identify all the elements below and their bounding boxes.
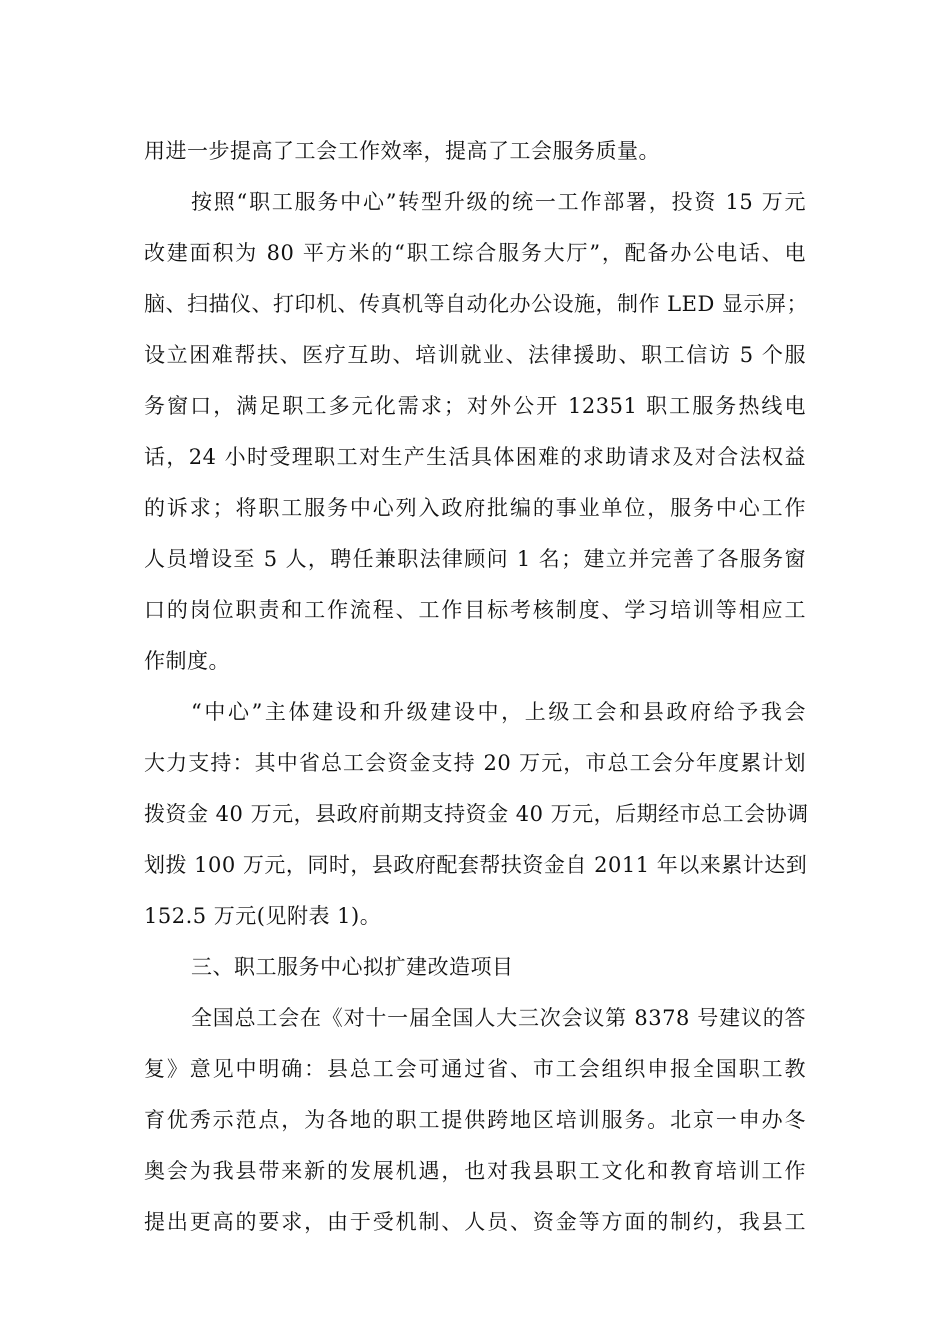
- body-text-line: “中心”主体建设和升级建设中，上级工会和县政府给予我会: [191, 700, 806, 724]
- section-heading: 三、职工服务中心拟扩建改造项目: [191, 955, 514, 979]
- body-text-line: 拨资金 40 万元，县政府前期支持资金 40 万元，后期经市总工会协调: [144, 802, 809, 826]
- body-text-line: 人员增设至 5 人，聘任兼职法律顾问 1 名；建立并完善了各服务窗: [144, 547, 806, 571]
- body-text-line: 提出更高的要求，由于受机制、人员、资金等方面的制约，我县工: [144, 1210, 806, 1234]
- body-text-line: 大力支持：其中省总工会资金支持 20 万元，市总工会分年度累计划: [144, 751, 806, 775]
- body-text-line: 口的岗位职责和工作流程、工作目标考核制度、学习培训等相应工: [144, 598, 806, 622]
- body-text-line: 脑、扫描仪、打印机、传真机等自动化办公设施，制作 LED 显示屏；: [144, 292, 808, 316]
- body-text-line: 划拨 100 万元，同时，县政府配套帮扶资金自 2011 年以来累计达到: [144, 853, 808, 877]
- body-text-line: 按照“职工服务中心”转型升级的统一工作部署，投资 15 万元: [191, 190, 806, 214]
- body-text-line: 复》意见中明确：县总工会可通过省、市工会组织申报全国职工教: [144, 1057, 806, 1081]
- body-text-line: 务窗口，满足职工多元化需求；对外公开 12351 职工服务热线电: [144, 394, 806, 418]
- body-text-line: 改建面积为 80 平方米的“职工综合服务大厅”，配备办公电话、电: [144, 241, 806, 265]
- body-text-line: 话，24 小时受理职工对生产生活具体困难的求助请求及对合法权益: [144, 445, 806, 469]
- body-text-line: 奥会为我县带来新的发展机遇，也对我县职工文化和教育培训工作: [144, 1159, 806, 1183]
- body-text-line: 作制度。: [144, 649, 230, 673]
- body-text-line: 152.5 万元(见附表 1)。: [144, 904, 382, 928]
- body-text-line: 用进一步提高了工会工作效率，提高了工会服务质量。: [144, 139, 660, 163]
- body-text-line: 设立困难帮扶、医疗互助、培训就业、法律援助、职工信访 5 个服: [144, 343, 806, 367]
- body-text-line: 育优秀示范点，为各地的职工提供跨地区培训服务。北京一申办冬: [144, 1108, 806, 1132]
- body-text-line: 的诉求；将职工服务中心列入政府批编的事业单位，服务中心工作: [144, 496, 806, 520]
- body-text-line: 全国总工会在《对十一届全国人大三次会议第 8378 号建议的答: [191, 1006, 806, 1030]
